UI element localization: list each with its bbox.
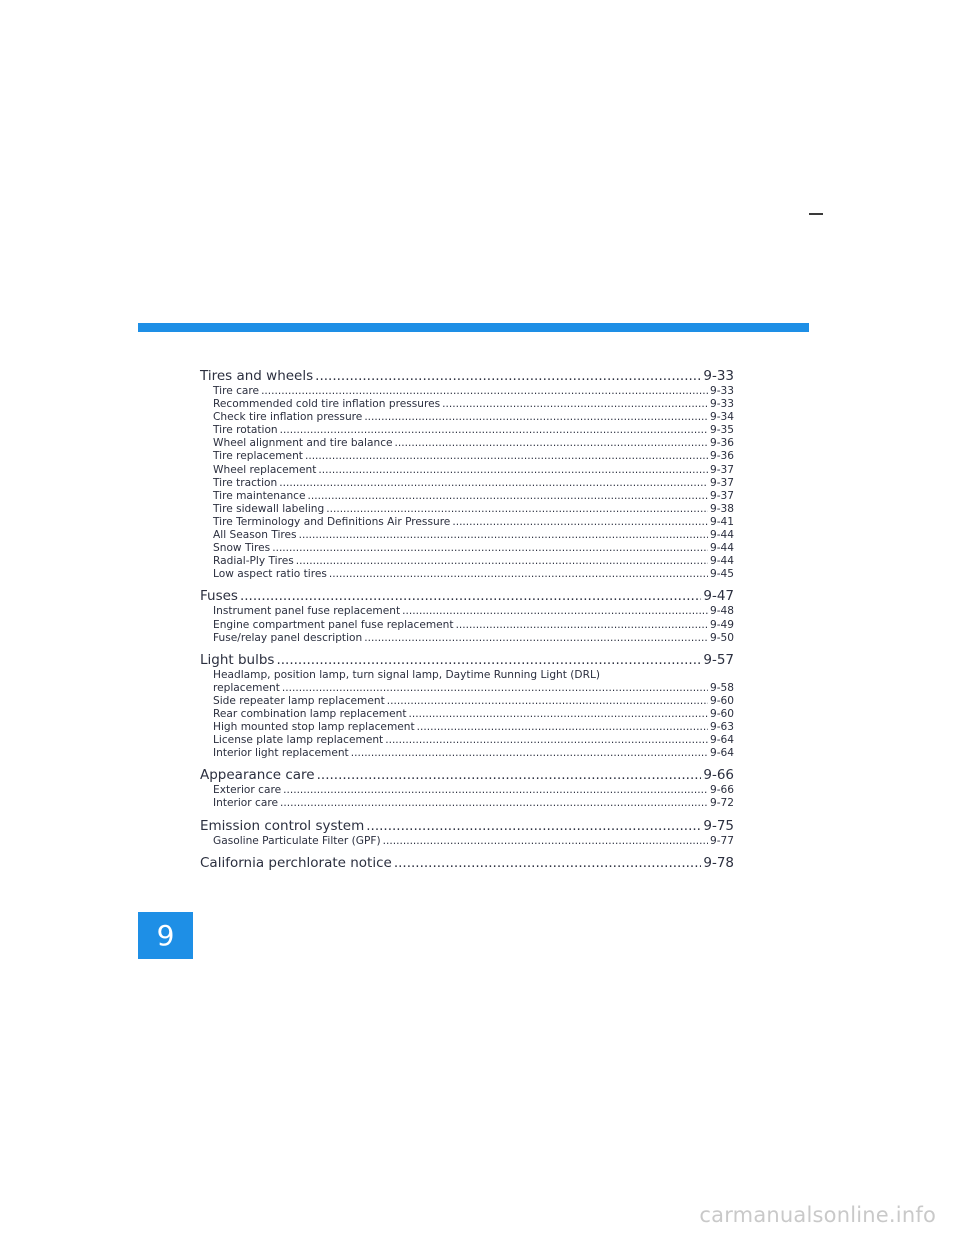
toc-section[interactable] (200, 367, 734, 385)
toc-item-title: High mounted stop lamp replacement (213, 721, 415, 734)
dot-leader (394, 854, 702, 872)
toc-item-title: Radial-Ply Tires (213, 555, 294, 568)
toc-item-title: Tire care (213, 385, 260, 397)
toc-item[interactable] (200, 398, 734, 411)
toc-section-page: 9-75 (703, 817, 734, 834)
toc-item-page: 9-44 (709, 555, 734, 568)
toc-item[interactable] (200, 734, 734, 747)
toc-item-title: License plate lamp replacement (213, 734, 384, 747)
toc-item[interactable] (200, 411, 734, 424)
toc-section[interactable] (200, 587, 734, 605)
dot-leader (417, 721, 708, 734)
toc-item[interactable] (200, 695, 734, 708)
toc-section[interactable] (200, 766, 734, 784)
toc-item-page: 9-60 (709, 707, 734, 720)
toc-item-title: Recommended cold tire inflation pressures (213, 398, 441, 411)
toc-item-page: 9-72 (709, 797, 734, 810)
dot-leader (280, 797, 708, 810)
toc-item-page: 9-36 (709, 450, 734, 463)
toc-section-title: Appearance care (200, 767, 315, 784)
dot-leader (452, 516, 708, 529)
dot-leader (283, 784, 708, 797)
toc-item-page: 9-38 (709, 502, 734, 515)
toc-item-title: Fuse/relay panel description (213, 631, 363, 644)
toc-item-title: Wheel alignment and tire balance (213, 437, 393, 450)
toc-item-page: 9-41 (709, 515, 734, 528)
toc-item[interactable] (200, 424, 734, 437)
dot-leader (329, 568, 708, 581)
toc-item-page: 9-66 (709, 784, 734, 797)
toc-item-title: Low aspect ratio tires (213, 568, 327, 581)
dot-leader (279, 477, 708, 490)
toc-item[interactable] (200, 555, 734, 568)
toc-item-page: 9-48 (709, 605, 734, 618)
corner-dash (809, 213, 823, 215)
toc-item-title: Check tire inflation pressure (213, 411, 363, 424)
dot-leader (282, 682, 708, 695)
chapter-number: 9 (156, 919, 175, 952)
toc-section[interactable] (200, 651, 734, 669)
table-of-contents (200, 367, 734, 872)
toc-item-page: 9-37 (709, 476, 734, 489)
toc-section-page: 9-33 (703, 368, 734, 384)
toc-item-title: Tire traction (213, 476, 278, 489)
toc-item[interactable] (200, 477, 734, 490)
toc-item[interactable] (200, 529, 734, 542)
toc-item-title: replacement (213, 681, 280, 694)
toc-item[interactable] (200, 516, 734, 529)
toc-item-page: 9-34 (709, 411, 734, 424)
dot-leader (261, 385, 708, 398)
toc-item[interactable] (200, 721, 734, 734)
dot-leader (317, 766, 702, 784)
toc-item-title: Engine compartment panel fuse replacement (213, 618, 454, 631)
toc-item[interactable] (200, 784, 734, 797)
toc-item-page: 9-35 (709, 424, 734, 437)
toc-item-title: Exterior care (213, 784, 282, 797)
dot-leader (395, 437, 708, 450)
toc-section-title: Light bulbs (200, 651, 275, 668)
dot-leader (442, 398, 708, 411)
toc-section-title: Fuses (200, 588, 238, 605)
dot-leader (326, 503, 708, 516)
toc-item[interactable] (200, 632, 734, 645)
toc-section-page: 9-66 (703, 767, 734, 784)
dot-leader (318, 464, 708, 477)
toc-item[interactable] (200, 385, 734, 398)
toc-item-title: Tire rotation (213, 424, 278, 437)
toc-item-page: 9-49 (709, 618, 734, 631)
toc-item-title: Tire Terminology and Definitions Air Pressure (213, 515, 451, 528)
toc-item-title: Rear combination lamp replacement (213, 707, 407, 720)
toc-item-page: 9-64 (709, 747, 734, 760)
toc-item-title: Tire sidewall labeling (213, 502, 325, 515)
toc-item[interactable] (200, 503, 734, 516)
toc-section-title: Tires and wheels (200, 368, 314, 384)
dot-leader (456, 619, 708, 632)
toc-item-title: Snow Tires (213, 542, 271, 555)
toc-item-page: 9-37 (709, 463, 734, 476)
toc-item[interactable] (200, 437, 734, 450)
toc-item-title: Instrument panel fuse replacement (213, 605, 401, 618)
toc-section-page: 9-47 (703, 588, 734, 605)
toc-item[interactable] (200, 464, 734, 477)
dot-leader (296, 555, 708, 568)
dot-leader (240, 587, 701, 605)
dot-leader (351, 747, 708, 760)
toc-section[interactable] (200, 817, 734, 835)
toc-item-wrapped-line[interactable]: Headlamp, position lamp, turn signal lamp, Daytime Running Light (DRL) (213, 668, 600, 681)
watermark: carmanualsonline.info (699, 1203, 936, 1227)
toc-item-page: 9-36 (709, 437, 734, 450)
toc-item-title: Side repeater lamp replacement (213, 694, 385, 707)
dot-leader (402, 605, 708, 618)
dot-leader (364, 411, 708, 424)
toc-item-title: Gasoline Particulate Filter (GPF) (213, 834, 381, 847)
toc-item[interactable] (200, 797, 734, 810)
toc-item-title: Interior light replacement (213, 747, 349, 760)
dot-leader (366, 817, 701, 835)
toc-item[interactable] (200, 708, 734, 721)
toc-item[interactable] (200, 682, 734, 695)
dot-leader (272, 542, 708, 555)
toc-item-page: 9-37 (709, 489, 734, 502)
toc-section-title: Emission control system (200, 817, 365, 834)
chapter-header-bar (138, 323, 809, 332)
toc-item-page: 9-64 (709, 734, 734, 747)
dot-leader (308, 490, 708, 503)
toc-item-page: 9-44 (709, 542, 734, 555)
toc-item-page: 9-44 (709, 529, 734, 542)
dot-leader (305, 450, 708, 463)
toc-item-title: Tire replacement (213, 450, 303, 463)
toc-item-page: 9-50 (709, 631, 734, 644)
toc-item[interactable] (200, 490, 734, 503)
toc-item[interactable] (200, 747, 734, 760)
toc-section-page: 9-78 (703, 854, 734, 871)
dot-leader (299, 529, 708, 542)
dot-leader (385, 734, 708, 747)
toc-item-page: 9-58 (709, 681, 734, 694)
dot-leader (387, 695, 708, 708)
chapter-tab (138, 912, 193, 959)
toc-item-title: Tire maintenance (213, 489, 306, 502)
toc-item-page: 9-33 (709, 398, 734, 411)
toc-item[interactable] (200, 568, 734, 581)
toc-item-page: 9-77 (709, 834, 734, 847)
dot-leader (276, 651, 701, 669)
toc-section-page: 9-57 (703, 651, 734, 668)
dot-leader (364, 632, 708, 645)
toc-item[interactable] (200, 605, 734, 618)
toc-item-page: 9-63 (709, 721, 734, 734)
toc-item-title: All Season Tires (213, 529, 297, 542)
toc-item[interactable] (200, 619, 734, 632)
toc-item-title: Wheel replacement (213, 463, 317, 476)
toc-section[interactable] (200, 854, 734, 872)
dot-leader (408, 708, 707, 721)
dot-leader (315, 367, 701, 385)
dot-leader (280, 424, 708, 437)
toc-item-page: 9-33 (709, 385, 734, 397)
toc-item[interactable] (200, 835, 734, 848)
toc-item-page: 9-60 (709, 694, 734, 707)
toc-item[interactable] (200, 450, 734, 463)
toc-item[interactable] (200, 542, 734, 555)
dot-leader (383, 835, 708, 848)
toc-section-title: California perchlorate notice (200, 854, 392, 871)
toc-item-title: Interior care (213, 797, 278, 810)
toc-item-page: 9-45 (709, 568, 734, 581)
